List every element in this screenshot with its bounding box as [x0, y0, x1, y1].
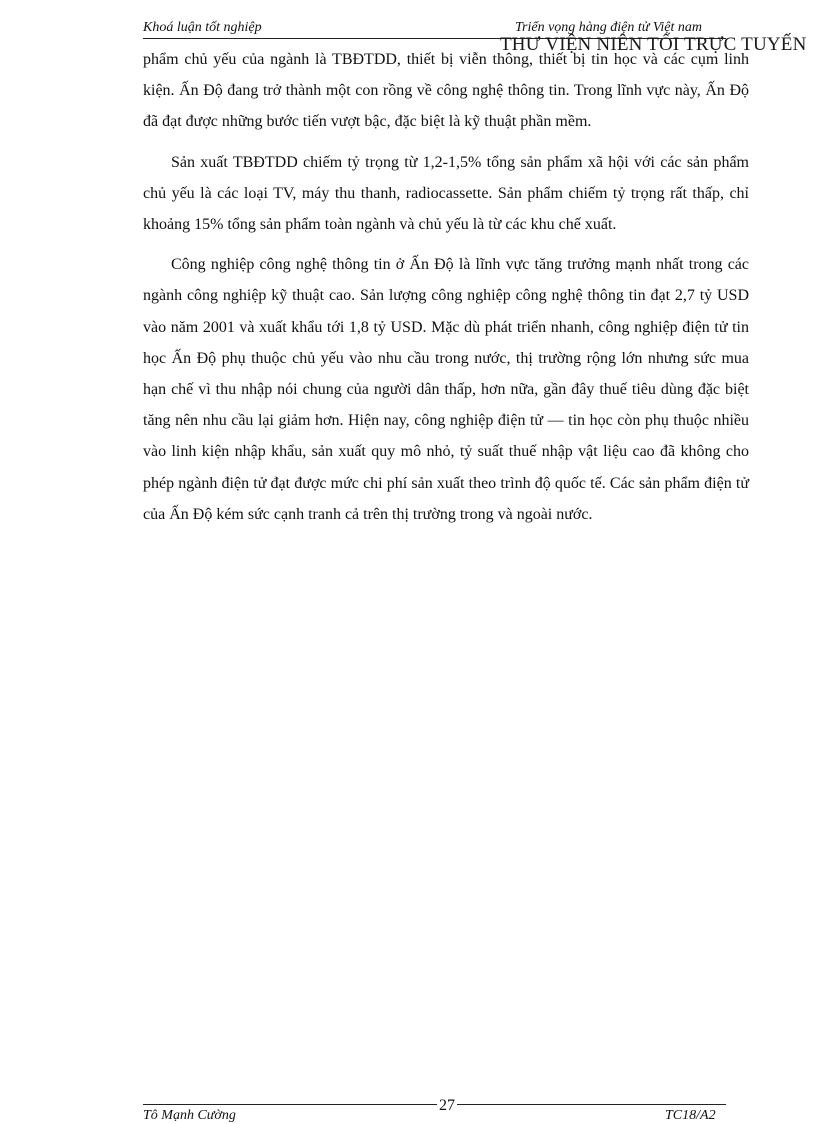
header-right-title: Triển vọng hàng điện tử Việt nam	[515, 20, 703, 35]
document-body	[143, 44, 749, 539]
footer-class-code: TC18/A2	[665, 1108, 716, 1123]
header-left-title: Khoá luận tốt nghiệp	[143, 20, 262, 35]
page-number: 27	[439, 1097, 455, 1114]
footer-rule	[143, 1104, 726, 1105]
paragraph-2: Sản xuất TBĐTDD chiếm tỷ trọng từ 1,2-1,5% tổng sản phẩm xã hội với các sản phẩm chủ yếu là các loại TV, máy thu thanh, radiocassette. Sản phẩm chiếm tỷ trọng rất thấp, chỉ khoảng 15% tổng sản phẩm toàn ngành và chủ yếu là từ các khu chế xuất.	[143, 153, 749, 234]
library-watermark: THƯ VIỆN NIÊN TỐI TRỰC TUYẾN	[500, 34, 807, 55]
footer-author: Tô Mạnh Cường	[143, 1108, 236, 1123]
paragraph-1: phẩm chủ yếu của ngành là TBĐTDD, thiết bị viễn thông, thiết bị tin học và các cụm linh kiện. Ấn Độ đang trở thành một con rồng về công nghệ thông tin. Trong lĩnh vực này, Ấn Độ đã đạt được những bước tiến vượt bậc, đặc biệt là kỹ thuật phần mềm.	[143, 51, 749, 131]
paragraph-3: Công nghiệp công nghệ thông tin ở Ấn Độ là lĩnh vực tăng trưởng mạnh nhất trong các ngành công nghiệp kỹ thuật cao. Sản lượng công nghiệp công nghệ thông tin đạt 2,7 tỷ USD vào năm 2001 và xuất khẩu tới 1,8 tỷ USD. Mặc dù phát triển nhanh, công nghiệp điện tử tin học Ấn Độ phụ thuộc chủ yếu vào nhu cầu trong nước, thị trường rộng lớn nhưng sức mua hạn chế vì thu nhập nói chung của người dân thấp, hơn nữa, gần đây thuế tiêu dùng đặc biệt tăng nên nhu cầu lại giảm hơn. Hiện nay, công nghiệp điện tử — tin học còn phụ thuộc nhiều vào linh kiện nhập khẩu, sản xuất quy mô nhỏ, tỷ suất thuế nhập vật liệu cao đã không cho phép ngành điện tử đạt được mức chi phí sản xuất theo trình độ quốc tế. Các sản phẩm điện tử của Ấn Độ kém sức cạnh tranh cả trên thị trường trong và ngoài nước.	[143, 256, 749, 523]
